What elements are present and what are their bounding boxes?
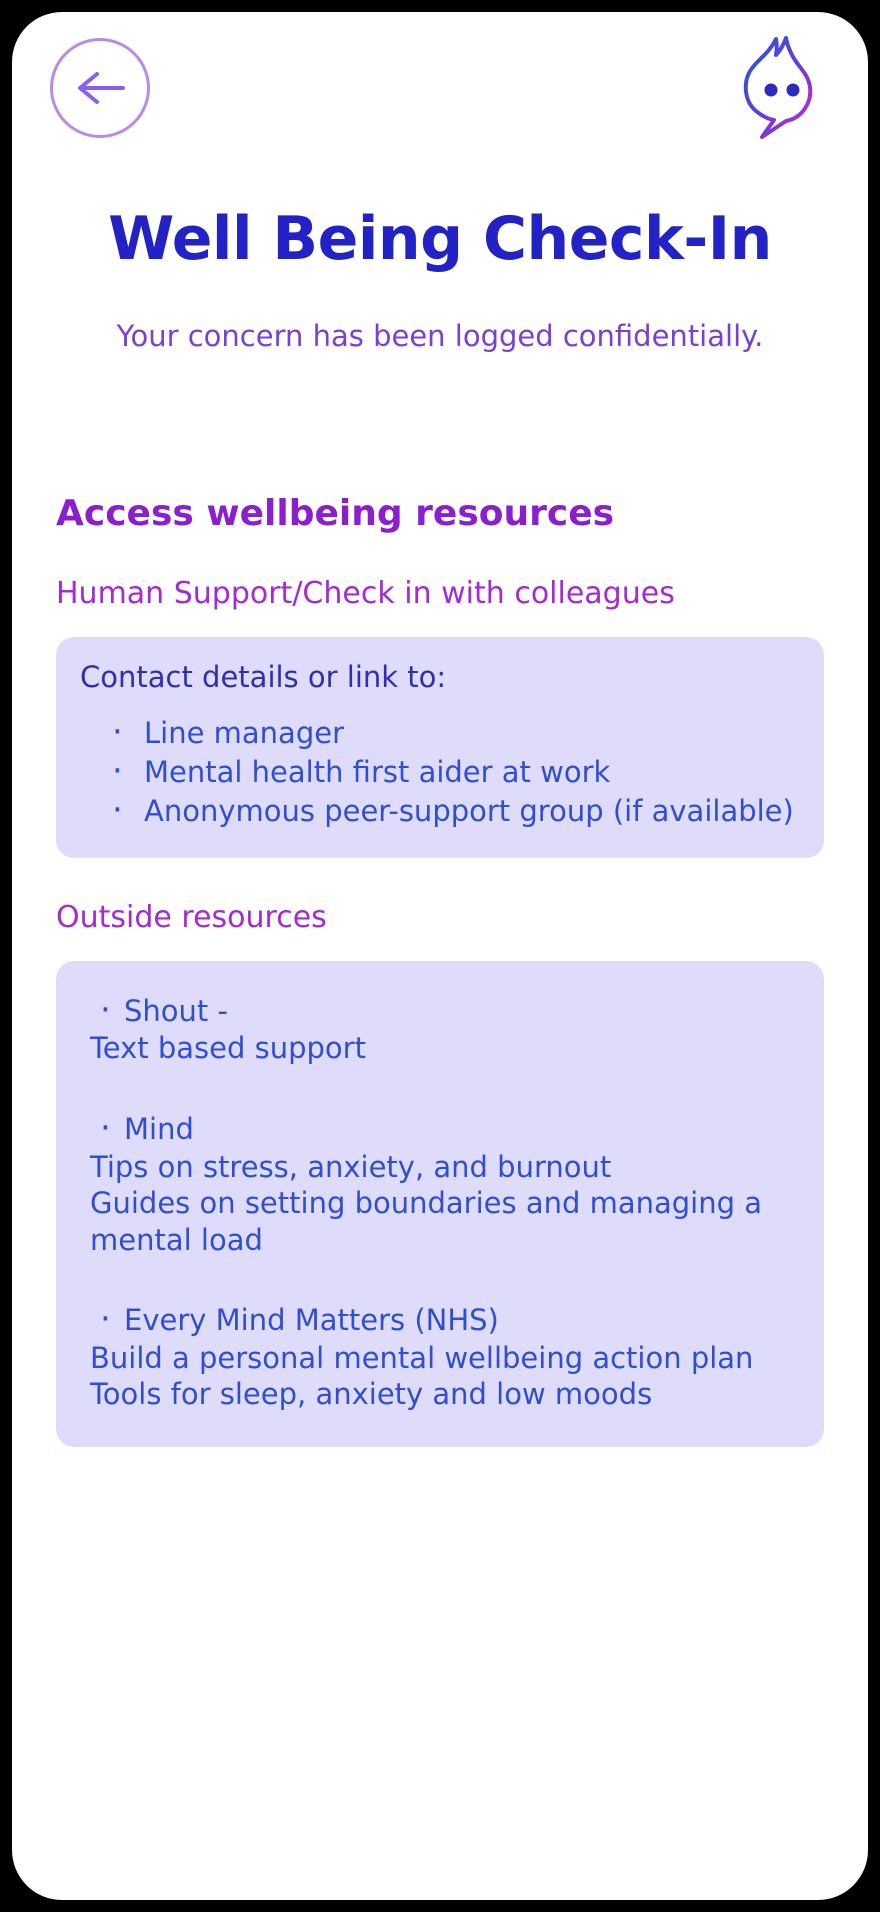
resource-name: · Mind bbox=[78, 1111, 798, 1149]
list-item[interactable]: · Mental health first aider at work bbox=[108, 754, 798, 791]
outside-resources-label: Outside resources bbox=[56, 899, 327, 935]
top-bar bbox=[12, 12, 868, 162]
human-support-list bbox=[78, 715, 798, 829]
app-screen bbox=[12, 12, 868, 1900]
resource-name: · Shout - bbox=[78, 993, 798, 1031]
resource-line: Guides on setting boundaries and managing a mental load bbox=[90, 1186, 763, 1257]
flame-mascot-logo bbox=[726, 34, 826, 144]
resource-line: Tools for sleep, anxiety and low moods bbox=[90, 1377, 653, 1412]
outside-resources-card bbox=[56, 961, 824, 1447]
back-button[interactable] bbox=[50, 38, 150, 138]
resource-name: · Every Mind Matters (NHS) bbox=[78, 1302, 798, 1340]
human-support-card bbox=[56, 637, 824, 858]
resource-line: Build a personal mental wellbeing action plan bbox=[90, 1340, 754, 1375]
human-support-lead: Contact details or link to: bbox=[80, 660, 447, 694]
confirmation-subtitle: Your concern has been logged confidentially. bbox=[116, 319, 764, 353]
list-item[interactable]: · Anonymous peer-support group (if available) bbox=[108, 793, 798, 830]
resource-entry-mind[interactable] bbox=[78, 1111, 798, 1258]
page-title: Well Being Check-In bbox=[108, 204, 772, 274]
resource-line: Tips on stress, anxiety, and burnout bbox=[90, 1149, 612, 1184]
human-support-label: Human Support/Check in with colleagues bbox=[56, 576, 675, 611]
section-title-resources: Access wellbeing resources bbox=[56, 493, 615, 534]
arrow-left-icon bbox=[73, 68, 127, 108]
list-item[interactable]: · Line manager bbox=[108, 715, 798, 752]
resource-entry-every-mind-matters[interactable] bbox=[78, 1302, 798, 1413]
resource-line: Text based support bbox=[90, 1031, 366, 1066]
resource-entry-shout[interactable] bbox=[78, 993, 798, 1067]
